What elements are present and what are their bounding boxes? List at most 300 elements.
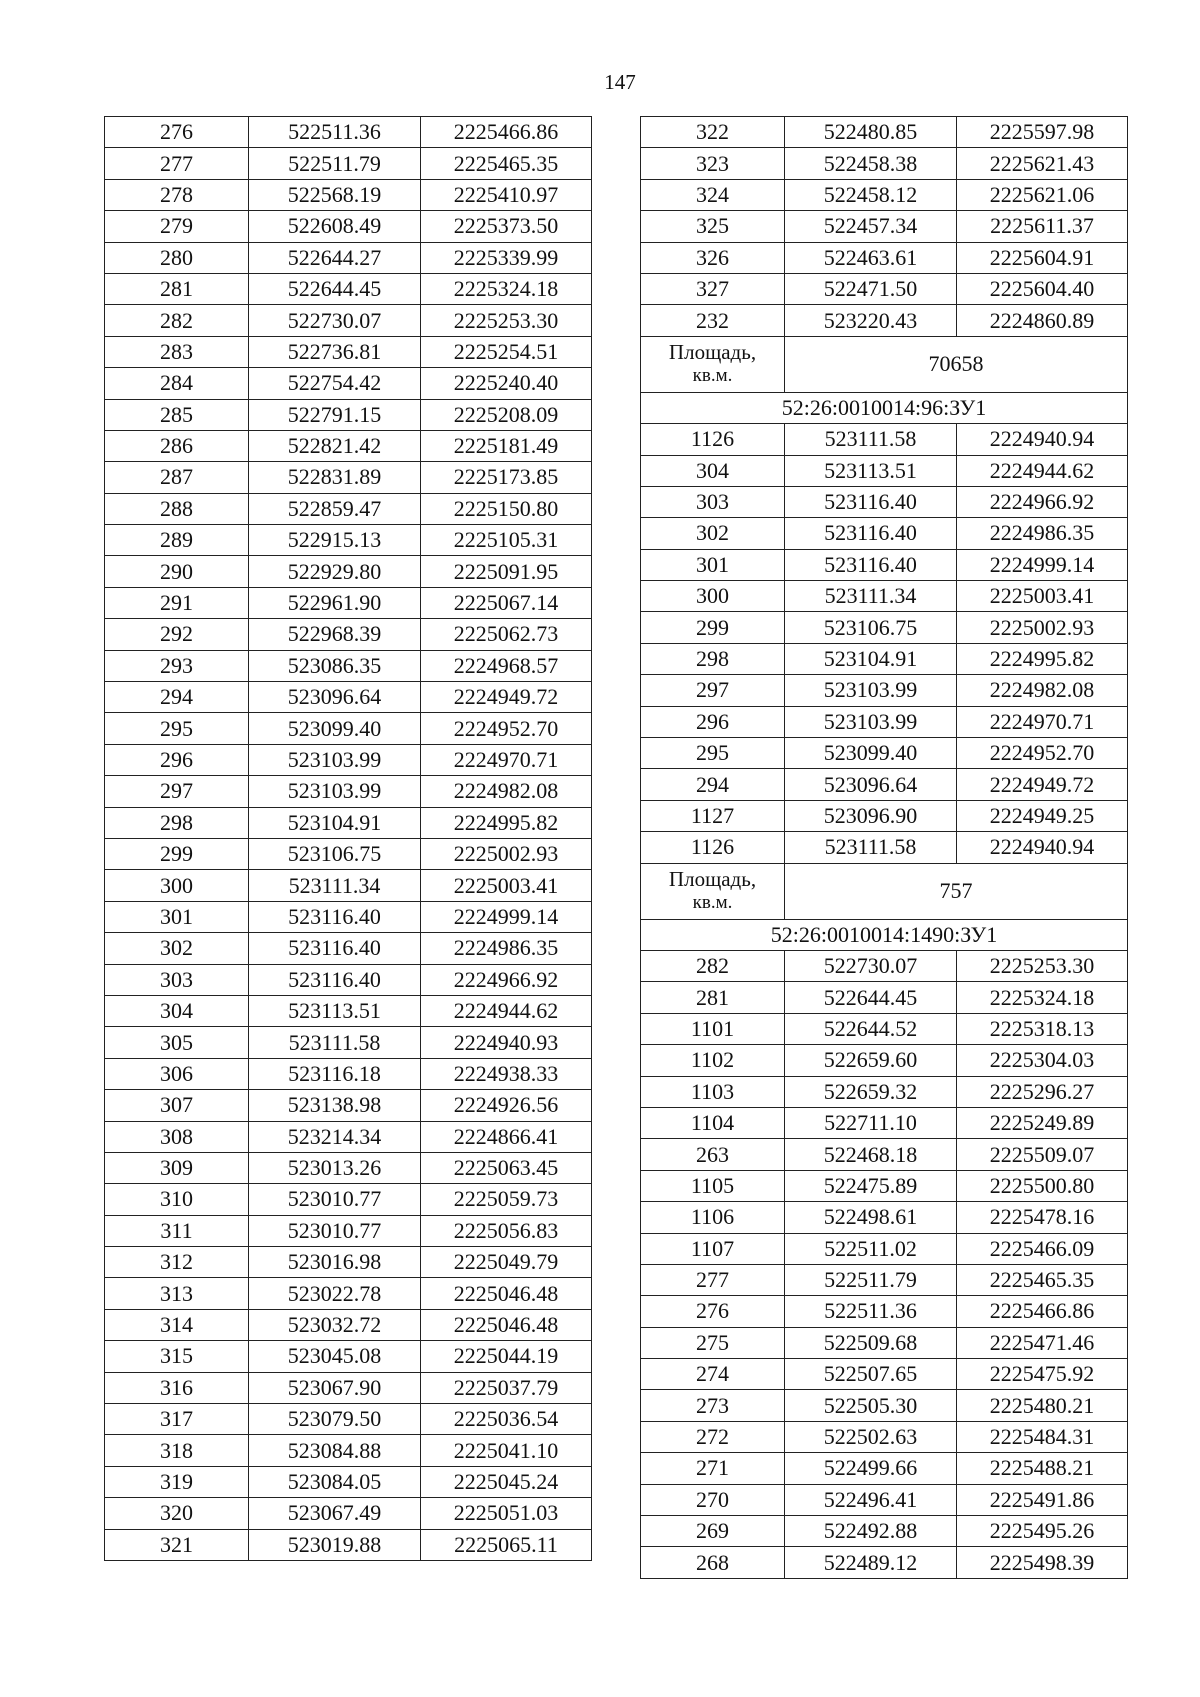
table-row: [641, 832, 1128, 863]
table-row: [105, 430, 592, 461]
table-row: [105, 493, 592, 524]
table-row: [105, 1152, 592, 1183]
x-coordinate-cell: 523111.58: [785, 424, 957, 455]
x-coordinate-cell: 523084.88: [249, 1435, 421, 1466]
point-number-cell: 319: [105, 1466, 249, 1497]
y-coordinate-cell: 2225621.43: [957, 148, 1128, 179]
table-row: [105, 1498, 592, 1529]
y-coordinate-cell: 2224860.89: [957, 305, 1128, 336]
x-coordinate-cell: 523032.72: [249, 1309, 421, 1340]
area-label: [641, 863, 785, 919]
y-coordinate-cell: 2225002.93: [421, 838, 592, 869]
y-coordinate-cell: 2225339.99: [421, 242, 592, 273]
point-number-cell: 311: [105, 1215, 249, 1246]
point-number-cell: 289: [105, 525, 249, 556]
x-coordinate-cell: 522496.41: [785, 1484, 957, 1515]
table-row: [105, 399, 592, 430]
x-coordinate-cell: 522961.90: [249, 587, 421, 618]
y-coordinate-cell: 2224952.70: [421, 713, 592, 744]
y-coordinate-cell: 2225105.31: [421, 525, 592, 556]
point-number-cell: 1102: [641, 1045, 785, 1076]
x-coordinate-cell: 522511.36: [785, 1296, 957, 1327]
table-row: [641, 800, 1128, 831]
x-coordinate-cell: 522502.63: [785, 1421, 957, 1452]
x-coordinate-cell: 522509.68: [785, 1327, 957, 1358]
point-number-cell: 280: [105, 242, 249, 273]
x-coordinate-cell: 522468.18: [785, 1139, 957, 1170]
table-row: [105, 242, 592, 273]
table-row: [105, 305, 592, 336]
y-coordinate-cell: 2224970.71: [421, 744, 592, 775]
table-row: [641, 242, 1128, 273]
table-row: [641, 1453, 1128, 1484]
x-coordinate-cell: 523106.75: [785, 612, 957, 643]
table-row: [641, 1390, 1128, 1421]
y-coordinate-cell: 2224999.14: [957, 549, 1128, 580]
table-row: [105, 1372, 592, 1403]
x-coordinate-cell: 522831.89: [249, 462, 421, 493]
table-row: [105, 1090, 592, 1121]
x-coordinate-cell: 523116.40: [785, 486, 957, 517]
y-coordinate-cell: 2225254.51: [421, 336, 592, 367]
y-coordinate-cell: 2224982.08: [957, 675, 1128, 706]
y-coordinate-cell: 2225249.89: [957, 1107, 1128, 1138]
x-coordinate-cell: 523111.34: [785, 581, 957, 612]
x-coordinate-cell: 522929.80: [249, 556, 421, 587]
x-coordinate-cell: 523022.78: [249, 1278, 421, 1309]
table-row: [641, 1202, 1128, 1233]
point-number-cell: 309: [105, 1152, 249, 1183]
table-row: [105, 870, 592, 901]
x-coordinate-cell: 523103.99: [249, 776, 421, 807]
x-coordinate-cell: 522659.32: [785, 1076, 957, 1107]
point-number-cell: 290: [105, 556, 249, 587]
point-number-cell: 302: [641, 518, 785, 549]
x-coordinate-cell: 522471.50: [785, 273, 957, 304]
point-number-cell: 277: [105, 148, 249, 179]
x-coordinate-cell: 523220.43: [785, 305, 957, 336]
x-coordinate-cell: 522505.30: [785, 1390, 957, 1421]
x-coordinate-cell: 523013.26: [249, 1152, 421, 1183]
table-row: [105, 776, 592, 807]
table-row: [641, 1421, 1128, 1452]
y-coordinate-cell: 2225373.50: [421, 211, 592, 242]
y-coordinate-cell: 2225003.41: [957, 581, 1128, 612]
x-coordinate-cell: 522659.60: [785, 1045, 957, 1076]
y-coordinate-cell: 2224926.56: [421, 1090, 592, 1121]
table-row: [105, 1121, 592, 1152]
y-coordinate-cell: 2224986.35: [957, 518, 1128, 549]
x-coordinate-cell: 522480.85: [785, 117, 957, 148]
y-coordinate-cell: 2225044.19: [421, 1341, 592, 1372]
area-label: [641, 336, 785, 392]
point-number-cell: 1101: [641, 1013, 785, 1044]
y-coordinate-cell: 2225046.48: [421, 1278, 592, 1309]
x-coordinate-cell: 523067.49: [249, 1498, 421, 1529]
point-number-cell: 281: [105, 273, 249, 304]
table-row: [641, 273, 1128, 304]
y-coordinate-cell: 2225062.73: [421, 619, 592, 650]
table-row: [641, 455, 1128, 486]
point-number-cell: 316: [105, 1372, 249, 1403]
table-row: [641, 1013, 1128, 1044]
y-coordinate-cell: 2225051.03: [421, 1498, 592, 1529]
y-coordinate-cell: 2224995.82: [421, 807, 592, 838]
x-coordinate-cell: 523067.90: [249, 1372, 421, 1403]
point-number-cell: 268: [641, 1547, 785, 1578]
point-number-cell: 310: [105, 1184, 249, 1215]
x-coordinate-cell: 522859.47: [249, 493, 421, 524]
y-coordinate-cell: 2225150.80: [421, 493, 592, 524]
x-coordinate-cell: 522791.15: [249, 399, 421, 430]
y-coordinate-cell: 2225466.86: [957, 1296, 1128, 1327]
table-row: [641, 1045, 1128, 1076]
y-coordinate-cell: 2225037.79: [421, 1372, 592, 1403]
y-coordinate-cell: 2225208.09: [421, 399, 592, 430]
table-row: [641, 424, 1128, 455]
point-number-cell: 320: [105, 1498, 249, 1529]
area-label-line2: кв.м.: [692, 892, 733, 914]
parcel-cadastral-number: 52:26:0010014:1490:ЗУ1: [641, 919, 1128, 950]
y-coordinate-cell: 2225498.39: [957, 1547, 1128, 1578]
point-number-cell: 303: [105, 964, 249, 995]
table-row: [641, 982, 1128, 1013]
table-row: [641, 1296, 1128, 1327]
y-coordinate-cell: 2225002.93: [957, 612, 1128, 643]
point-number-cell: 312: [105, 1247, 249, 1278]
table-row: [641, 1264, 1128, 1295]
point-number-cell: 1126: [641, 424, 785, 455]
y-coordinate-cell: 2225465.35: [957, 1264, 1128, 1295]
point-number-cell: 271: [641, 1453, 785, 1484]
x-coordinate-cell: 522475.89: [785, 1170, 957, 1201]
table-row: [105, 1435, 592, 1466]
point-number-cell: 302: [105, 933, 249, 964]
table-row: [641, 1076, 1128, 1107]
y-coordinate-cell: 2225466.09: [957, 1233, 1128, 1264]
y-coordinate-cell: 2225410.97: [421, 179, 592, 210]
y-coordinate-cell: 2225065.11: [421, 1529, 592, 1560]
point-number-cell: 275: [641, 1327, 785, 1358]
y-coordinate-cell: 2225611.37: [957, 211, 1128, 242]
x-coordinate-cell: 523111.34: [249, 870, 421, 901]
point-number-cell: 325: [641, 211, 785, 242]
x-coordinate-cell: 523045.08: [249, 1341, 421, 1372]
table-row: [641, 706, 1128, 737]
table-row: [105, 587, 592, 618]
area-row: [641, 863, 1128, 919]
y-coordinate-cell: 2224866.41: [421, 1121, 592, 1152]
y-coordinate-cell: 2225324.18: [957, 982, 1128, 1013]
point-number-cell: 269: [641, 1516, 785, 1547]
table-row: [641, 1139, 1128, 1170]
x-coordinate-cell: 523096.64: [785, 769, 957, 800]
x-coordinate-cell: 522511.79: [785, 1264, 957, 1295]
table-row: [641, 769, 1128, 800]
y-coordinate-cell: 2224938.33: [421, 1058, 592, 1089]
x-coordinate-cell: 522821.42: [249, 430, 421, 461]
point-number-cell: 297: [105, 776, 249, 807]
y-coordinate-cell: 2225253.30: [957, 950, 1128, 981]
point-number-cell: 286: [105, 430, 249, 461]
y-coordinate-cell: 2224966.92: [421, 964, 592, 995]
point-number-cell: 306: [105, 1058, 249, 1089]
x-coordinate-cell: 522736.81: [249, 336, 421, 367]
point-number-cell: 272: [641, 1421, 785, 1452]
x-coordinate-cell: 523096.90: [785, 800, 957, 831]
x-coordinate-cell: 522608.49: [249, 211, 421, 242]
point-number-cell: 296: [105, 744, 249, 775]
y-coordinate-cell: 2225067.14: [421, 587, 592, 618]
area-label-line1: Площадь,: [668, 340, 757, 365]
point-number-cell: 300: [641, 581, 785, 612]
x-coordinate-cell: 522568.19: [249, 179, 421, 210]
point-number-cell: 323: [641, 148, 785, 179]
table-row: [641, 179, 1128, 210]
x-coordinate-cell: 523099.40: [785, 738, 957, 769]
table-row: [105, 462, 592, 493]
table-row: [105, 901, 592, 932]
point-number-cell: 317: [105, 1404, 249, 1435]
y-coordinate-cell: 2224995.82: [957, 643, 1128, 674]
x-coordinate-cell: 523106.75: [249, 838, 421, 869]
table-row: [105, 1404, 592, 1435]
table-row: [641, 1107, 1128, 1138]
y-coordinate-cell: 2225059.73: [421, 1184, 592, 1215]
x-coordinate-cell: 523214.34: [249, 1121, 421, 1152]
table-row: [641, 1327, 1128, 1358]
table-row: [641, 738, 1128, 769]
x-coordinate-cell: 523113.51: [785, 455, 957, 486]
table-row: [641, 305, 1128, 336]
y-coordinate-cell: 2225621.06: [957, 179, 1128, 210]
x-coordinate-cell: 522711.10: [785, 1107, 957, 1138]
table-row: [105, 1058, 592, 1089]
x-coordinate-cell: 522511.02: [785, 1233, 957, 1264]
point-number-cell: 324: [641, 179, 785, 210]
x-coordinate-cell: 523104.91: [249, 807, 421, 838]
point-number-cell: 232: [641, 305, 785, 336]
point-number-cell: 282: [105, 305, 249, 336]
point-number-cell: 304: [641, 455, 785, 486]
point-number-cell: 299: [105, 838, 249, 869]
x-coordinate-cell: 522507.65: [785, 1359, 957, 1390]
y-coordinate-cell: 2225500.80: [957, 1170, 1128, 1201]
point-number-cell: 1126: [641, 832, 785, 863]
x-coordinate-cell: 523104.91: [785, 643, 957, 674]
x-coordinate-cell: 522730.07: [785, 950, 957, 981]
table-row: [641, 518, 1128, 549]
x-coordinate-cell: 522644.27: [249, 242, 421, 273]
point-number-cell: 277: [641, 1264, 785, 1295]
x-coordinate-cell: 523019.88: [249, 1529, 421, 1560]
table-row: [105, 273, 592, 304]
y-coordinate-cell: 2225318.13: [957, 1013, 1128, 1044]
table-row: [641, 581, 1128, 612]
y-coordinate-cell: 2225509.07: [957, 1139, 1128, 1170]
table-row: [105, 1247, 592, 1278]
x-coordinate-cell: 522499.66: [785, 1453, 957, 1484]
point-number-cell: 1107: [641, 1233, 785, 1264]
point-number-cell: 326: [641, 242, 785, 273]
point-number-cell: 315: [105, 1341, 249, 1372]
table-row: [105, 995, 592, 1026]
y-coordinate-cell: 2225466.86: [421, 117, 592, 148]
table-row: [105, 619, 592, 650]
point-number-cell: 281: [641, 982, 785, 1013]
x-coordinate-cell: 523086.35: [249, 650, 421, 681]
table-row: [105, 368, 592, 399]
x-coordinate-cell: 522489.12: [785, 1547, 957, 1578]
table-row: [641, 549, 1128, 580]
y-coordinate-cell: 2224952.70: [957, 738, 1128, 769]
x-coordinate-cell: 523116.18: [249, 1058, 421, 1089]
point-number-cell: 313: [105, 1278, 249, 1309]
point-number-cell: 278: [105, 179, 249, 210]
point-number-cell: 294: [105, 682, 249, 713]
y-coordinate-cell: 2225488.21: [957, 1453, 1128, 1484]
point-number-cell: 285: [105, 399, 249, 430]
y-coordinate-cell: 2225036.54: [421, 1404, 592, 1435]
x-coordinate-cell: 523116.40: [249, 901, 421, 932]
y-coordinate-cell: 2225480.21: [957, 1390, 1128, 1421]
y-coordinate-cell: 2225604.91: [957, 242, 1128, 273]
point-number-cell: 263: [641, 1139, 785, 1170]
table-row: [641, 1233, 1128, 1264]
point-number-cell: 295: [641, 738, 785, 769]
table-row: [105, 744, 592, 775]
x-coordinate-cell: 523116.40: [249, 964, 421, 995]
x-coordinate-cell: 522754.42: [249, 368, 421, 399]
table-row: [105, 1184, 592, 1215]
point-number-cell: 1105: [641, 1170, 785, 1201]
point-number-cell: 284: [105, 368, 249, 399]
y-coordinate-cell: 2225478.16: [957, 1202, 1128, 1233]
table-row: [641, 675, 1128, 706]
y-coordinate-cell: 2225296.27: [957, 1076, 1128, 1107]
y-coordinate-cell: 2225324.18: [421, 273, 592, 304]
area-label-line1: Площадь,: [668, 867, 757, 892]
point-number-cell: 298: [641, 643, 785, 674]
point-number-cell: 301: [105, 901, 249, 932]
y-coordinate-cell: 2225465.35: [421, 148, 592, 179]
y-coordinate-cell: 2225091.95: [421, 556, 592, 587]
table-row: [641, 211, 1128, 242]
coordinates-table-right: [640, 116, 1128, 1579]
y-coordinate-cell: 2224949.72: [421, 682, 592, 713]
table-row: [105, 211, 592, 242]
x-coordinate-cell: 522457.34: [785, 211, 957, 242]
coordinates-table-left: [104, 116, 592, 1561]
table-row: [105, 713, 592, 744]
y-coordinate-cell: 2225475.92: [957, 1359, 1128, 1390]
y-coordinate-cell: 2225173.85: [421, 462, 592, 493]
table-row: [641, 1516, 1128, 1547]
point-number-cell: 1103: [641, 1076, 785, 1107]
point-number-cell: 307: [105, 1090, 249, 1121]
y-coordinate-cell: 2225491.86: [957, 1484, 1128, 1515]
point-number-cell: 305: [105, 1027, 249, 1058]
table-row: [105, 650, 592, 681]
point-number-cell: 300: [105, 870, 249, 901]
table-row: [105, 336, 592, 367]
point-number-cell: 1106: [641, 1202, 785, 1233]
table-row: [641, 1547, 1128, 1578]
x-coordinate-cell: 522968.39: [249, 619, 421, 650]
point-number-cell: 327: [641, 273, 785, 304]
y-coordinate-cell: 2224949.25: [957, 800, 1128, 831]
point-number-cell: 276: [105, 117, 249, 148]
table-row: [641, 117, 1128, 148]
point-number-cell: 297: [641, 675, 785, 706]
table-row: [105, 556, 592, 587]
table-row: [641, 1170, 1128, 1201]
y-coordinate-cell: 2225003.41: [421, 870, 592, 901]
y-coordinate-cell: 2225471.46: [957, 1327, 1128, 1358]
point-number-cell: 1127: [641, 800, 785, 831]
point-number-cell: 299: [641, 612, 785, 643]
table-row: [641, 643, 1128, 674]
point-number-cell: 321: [105, 1529, 249, 1560]
point-number-cell: 298: [105, 807, 249, 838]
y-coordinate-cell: 2224999.14: [421, 901, 592, 932]
parcel-title-row: [641, 392, 1128, 423]
y-coordinate-cell: 2224968.57: [421, 650, 592, 681]
y-coordinate-cell: 2225046.48: [421, 1309, 592, 1340]
point-number-cell: 314: [105, 1309, 249, 1340]
x-coordinate-cell: 523103.99: [785, 706, 957, 737]
y-coordinate-cell: 2224944.62: [421, 995, 592, 1026]
table-row: [105, 1529, 592, 1560]
x-coordinate-cell: 523010.77: [249, 1215, 421, 1246]
x-coordinate-cell: 522730.07: [249, 305, 421, 336]
area-value: 70658: [785, 336, 1128, 392]
y-coordinate-cell: 2225253.30: [421, 305, 592, 336]
y-coordinate-cell: 2225181.49: [421, 430, 592, 461]
x-coordinate-cell: 523138.98: [249, 1090, 421, 1121]
table-row: [641, 612, 1128, 643]
point-number-cell: 279: [105, 211, 249, 242]
x-coordinate-cell: 522511.36: [249, 117, 421, 148]
point-number-cell: 274: [641, 1359, 785, 1390]
y-coordinate-cell: 2224949.72: [957, 769, 1128, 800]
x-coordinate-cell: 522458.12: [785, 179, 957, 210]
y-coordinate-cell: 2225049.79: [421, 1247, 592, 1278]
point-number-cell: 291: [105, 587, 249, 618]
x-coordinate-cell: 523096.64: [249, 682, 421, 713]
table-row: [641, 148, 1128, 179]
page-number: 147: [604, 70, 636, 94]
y-coordinate-cell: 2225240.40: [421, 368, 592, 399]
point-number-cell: 270: [641, 1484, 785, 1515]
x-coordinate-cell: 522644.45: [249, 273, 421, 304]
x-coordinate-cell: 523116.40: [785, 549, 957, 580]
x-coordinate-cell: 523116.40: [249, 933, 421, 964]
y-coordinate-cell: 2225041.10: [421, 1435, 592, 1466]
x-coordinate-cell: 522644.52: [785, 1013, 957, 1044]
point-number-cell: 287: [105, 462, 249, 493]
parcel-title-row: [641, 919, 1128, 950]
point-number-cell: 304: [105, 995, 249, 1026]
x-coordinate-cell: 523079.50: [249, 1404, 421, 1435]
y-coordinate-cell: 2225495.26: [957, 1516, 1128, 1547]
table-row: [105, 1027, 592, 1058]
point-number-cell: 294: [641, 769, 785, 800]
y-coordinate-cell: 2224982.08: [421, 776, 592, 807]
table-row: [105, 1466, 592, 1497]
x-coordinate-cell: 522644.45: [785, 982, 957, 1013]
table-row: [105, 807, 592, 838]
